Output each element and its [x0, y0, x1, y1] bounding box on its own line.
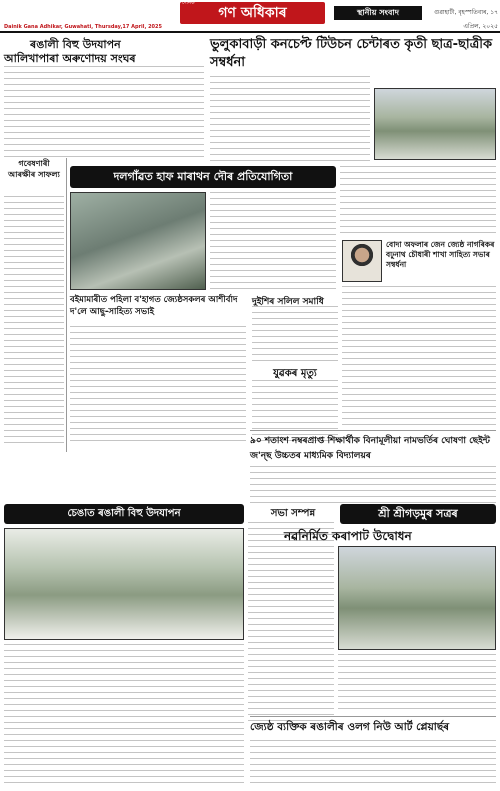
article9-title: ৯০ শতাংশ নম্বৰপ্ৰাপ্ত শিক্ষাৰ্থীক বিনামূলীয়া নামভৰ্তিৰ ঘোষণা ছেইন্ট জ'ন্ছ উচ্চতৰ মাধ্যমিক বিদ্যালয়ৰ: [250, 436, 491, 461]
article9-body: [250, 466, 496, 506]
article1-title: ৰঙালী বিহু উদযাপন: [30, 38, 121, 51]
article4-banner: দলগাঁৱত হাফ মাৰাথন দৌৰ প্ৰতিযোগিতা: [70, 166, 336, 188]
divider-a13: [250, 716, 496, 717]
article10-photo: [4, 528, 244, 640]
article10-banner: চেঙাত ৰঙালী বিহু উদযাপন: [4, 504, 244, 524]
article6-title: বইমামাৰীত পহিলা ব'হাগত জ্যেষ্ঠসকলৰ আশীৰ্বাদ দ'লে আছু-সাহিত্য সভাই: [70, 295, 238, 317]
article13-title: জ্যেষ্ঠ ব্যক্তিক ৰঙালীৰ ওলগ নিউ আৰ্ট প্লেয়াৰ্ছৰ: [250, 721, 450, 733]
brand-top-label: দৈনিক: [182, 0, 195, 6]
article8-title: যুৱকৰ মৃত্যু: [273, 368, 317, 379]
article1-body: [4, 66, 204, 158]
article4-photo: [70, 192, 206, 290]
article7-body: [252, 306, 338, 362]
article13-body: [250, 740, 496, 786]
article4-body-extra: [340, 166, 496, 236]
column-divider: [66, 158, 67, 452]
article5-body: [342, 286, 496, 428]
section-tag: স্থানীয় সংবাদ: [334, 6, 422, 20]
article12-banner: শ্ৰী শ্ৰীগড়মুৰ সত্ৰৰ: [340, 504, 496, 524]
article12-title: নৱনিৰ্মিত কৰাপাট উদ্বোধন: [284, 529, 412, 543]
article2-title: ভুলুকাবাড়ী কনচেপ্ট টিউচন চেন্টাৰত কৃতী ছাত্ৰ-ছাত্ৰীক সম্বৰ্ধনা: [210, 37, 493, 70]
date-line: Dainik Gana Adhikar, Guwahati, Thursday,17 April, 2025: [4, 24, 162, 30]
page-info: গুৱাহাটী, বৃহস্পতিবাৰ, ১৭ এপ্ৰিল, ২০২৫: [434, 9, 498, 30]
article2-body: [210, 76, 370, 164]
article3-body: [4, 196, 64, 446]
article11-body: [248, 522, 334, 722]
article3-title: গবেষণাৰী আৰক্ষীৰ সাফল্য: [8, 159, 60, 179]
article1-subtitle: আলিখাপাৰা অৰুণোদয় সংঘৰ: [4, 52, 136, 65]
brand-logo: গণ অধিকাৰ: [180, 2, 325, 24]
article11-title: সভা সম্পন্ন: [270, 508, 316, 519]
article12-body: [338, 654, 496, 714]
article5-portrait: [342, 240, 382, 282]
divider-a9: [250, 430, 496, 431]
article2-photo: [374, 88, 496, 160]
article10-body: [4, 644, 244, 784]
article5-title: বোদা অফলাৰ জেন জ্যেষ্ঠ নাগৰিকৰ বঢ়ুনাথ চৌধাৰী শাখা সাহিত্য সভাৰ সম্বৰ্ধনা: [386, 240, 495, 269]
masthead-rule: [0, 31, 500, 33]
article4-body: [210, 192, 336, 290]
article7-title: দুইশিৰ সলিল সমাধি: [252, 297, 324, 307]
article12-photo: [338, 546, 496, 650]
article6-body: [70, 326, 246, 446]
